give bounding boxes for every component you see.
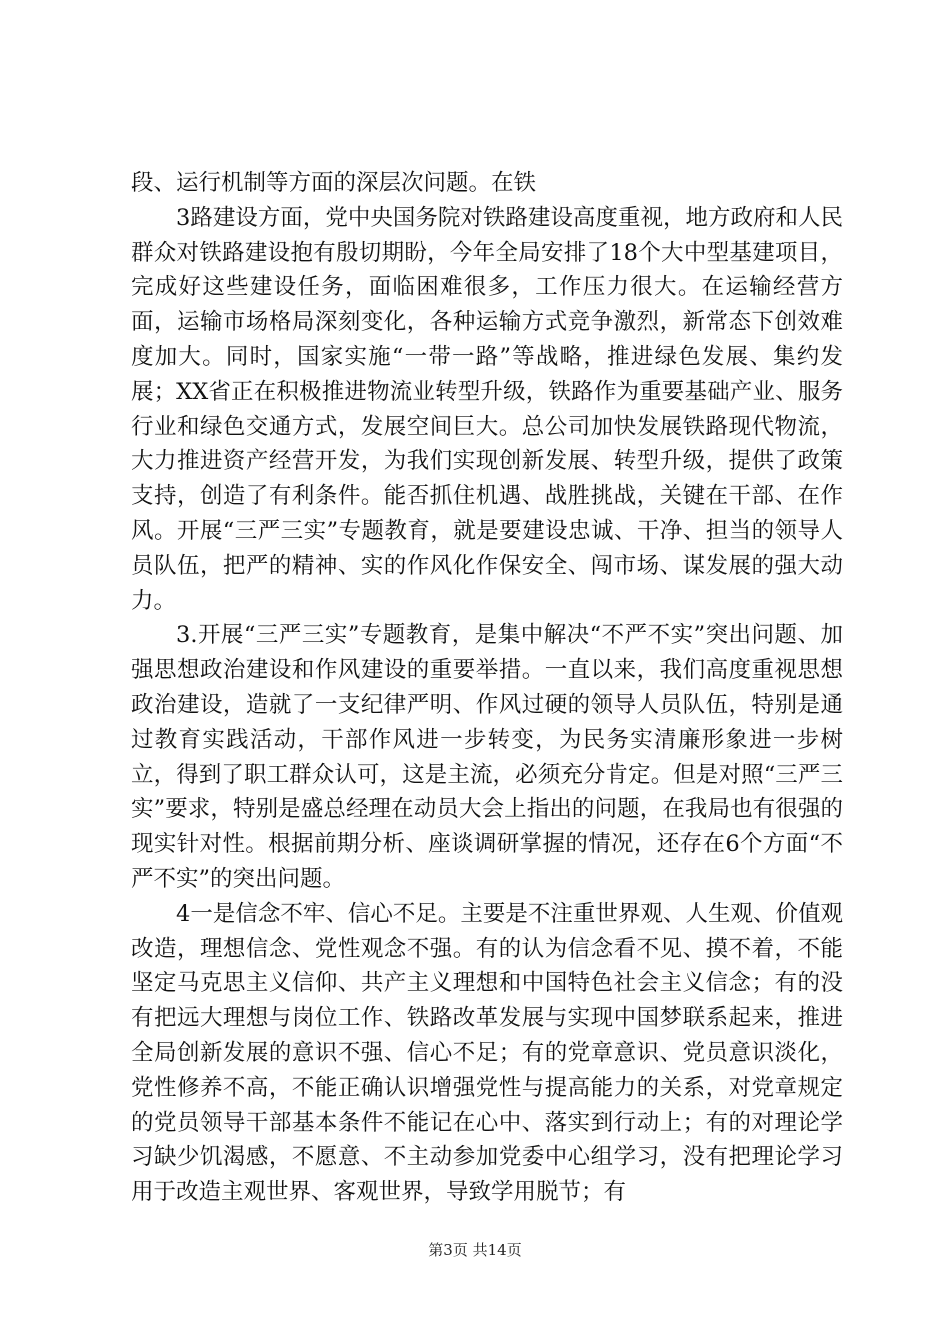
document-body [131, 166, 843, 1210]
paragraph-3: 3.开展“三严三实”专题教育，是集中解决“不严不实”突出问题、加强思想政治建设和作风建设的重要举措。一直以来，我们高度重视思想政治建设，造就了一支纪律严明、作风过硬的领导人员队伍，特别是通过教育实践活动，干部作风进一步转变，为民务实清廉形象进一步树立，得到了职工群众认可，这是主流，必须充分肯定。但是对照“三严三实”要求，特别是盛总经理在动员大会上指出的问题，在我局也有很强的现实针对性。根据前期分析、座谈调研掌握的情况，还存在6个方面“不严不实”的突出问题。 [131, 622, 843, 892]
paragraph-4: 4一是信念不牢、信心不足。主要是不注重世界观、人生观、价值观改造，理想信念、党性观念不强。有的认为信念看不见、摸不着，不能坚定马克思主义信仰、共产主义理想和中国特色社会主义信念；有的没有把远大理想与岗位工作、铁路改革发展与实现中国梦联系起来，推进全局创新发展的意识不强、信心不足；有的党章意识、党员意识淡化，党性修养不高，不能正确认识增强党性与提高能力的关系，对党章规定的党员领导干部基本条件不能记在心中、落实到行动上；有的对理论学习缺少饥渴感，不愿意、不主动参加党委中心组学习，没有把理论学习用于改造主观世界、客观世界，导致学用脱节；有 [131, 900, 843, 1206]
page-number-footer: 第3页 共14页 [428, 1241, 522, 1259]
paragraph-1: 段、运行机制等方面的深层次问题。在铁 [131, 170, 537, 196]
paragraph-2: 3路建设方面，党中央国务院对铁路建设高度重视，地方政府和人民群众对铁路建设抱有殷切期盼，今年全局安排了18个大中型基建项目，完成好这些建设任务，面临困难很多，工作压力很大。在运输经营方面，运输市场格局深刻变化，各种运输方式竞争激烈，新常态下创效难度加大。同时，国家实施“一带一路”等战略，推进绿色发展、集约发展；XX省正在积极推进物流业转型升级，铁路作为重要基础产业、服务行业和绿色交通方式，发展空间巨大。总公司加快发展铁路现代物流，大力推进资产经营开发，为我们实现创新发展、转型升级，提供了政策支持，创造了有利条件。能否抓住机遇、战胜挑战，关键在干部、在作风。开展“三严三实”专题教育，就是要建设忠诚、干净、担当的领导人员队伍，把严的精神、实的作风化作保安全、闯市场、谋发展的强大动力。 [131, 204, 843, 614]
